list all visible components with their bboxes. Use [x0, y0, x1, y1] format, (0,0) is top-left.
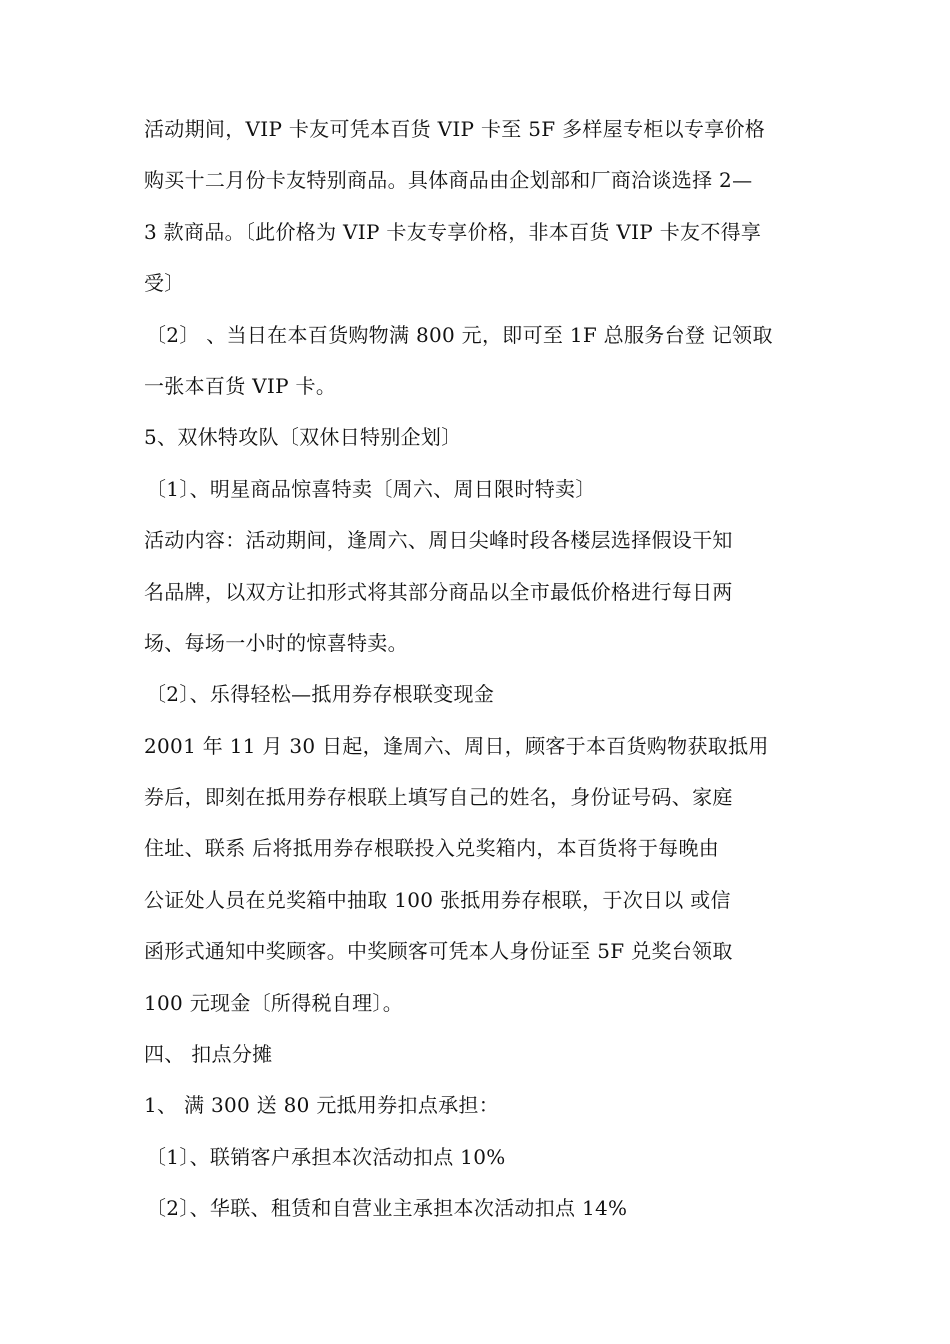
paragraph-line: 住址、联系 后将抵用券存根联投入兑奖箱内，本百货将于每晚由: [144, 836, 720, 861]
section-heading: 四、 扣点分摊: [144, 1042, 273, 1067]
paragraph-line: 活动期间，VIP 卡友可凭本百货 VIP 卡至 5F 多样屋专柜以专享价格: [144, 117, 766, 141]
paragraph-line: 〔2〕 、当日在本百货购物满 800 元，即可至 1F 总服务台登 记领取: [146, 322, 773, 347]
paragraph-line: 3 款商品。〔此价格为 VIP 卡友专享价格，非本百货 VIP 卡友不得享: [144, 219, 762, 244]
paragraph-line: 一张本百货 VIP 卡。: [144, 373, 337, 398]
subsection-heading: 〔1〕、明星商品惊喜特卖〔周六、周日限时特卖〕: [146, 476, 596, 501]
list-item: 〔1〕、联销客户承担本次活动扣点 10%: [146, 1144, 506, 1169]
paragraph-line: 函形式通知中奖顾客。中奖顾客可凭本人身份证至 5F 兑奖台领取: [144, 939, 733, 964]
paragraph-line: 公证处人员在兑奖箱中抽取 100 张抵用券存根联，于次日以 或信: [144, 887, 731, 912]
subsection-heading: 1、 满 300 送 80 元抵用券扣点承担：: [144, 1093, 500, 1118]
paragraph-line: 活动内容：活动期间，逢周六、周日尖峰时段各楼层选择假设干知: [144, 528, 733, 553]
paragraph-line: 2001 年 11 月 30 日起，逢周六、周日，顾客于本百货购物获取抵用: [144, 733, 769, 758]
paragraph-line: 券后，即刻在抵用券存根联上填写自己的姓名，身份证号码、家庭: [144, 785, 733, 810]
paragraph-line: 名品牌，以双方让扣形式将其部分商品以全市最低价格进行每日两: [144, 579, 733, 604]
subsection-heading: 〔2〕、乐得轻松—抵用券存根联变现金: [146, 682, 495, 707]
paragraph-line: 购买十二月份卡友特别商品。具体商品由企划部和厂商洽谈选择 2—: [144, 168, 753, 193]
document-body: [144, 104, 816, 1235]
section-heading: 5、双休特攻队〔双休日特别企划〕: [144, 425, 462, 450]
paragraph-line: 场、每场一小时的惊喜特卖。: [144, 630, 408, 655]
paragraph-line: 受〕: [144, 271, 185, 296]
paragraph-line: 100 元现金〔所得税自理〕。: [144, 990, 404, 1015]
list-item: 〔2〕、华联、租赁和自营业主承担本次活动扣点 14%: [146, 1196, 628, 1221]
